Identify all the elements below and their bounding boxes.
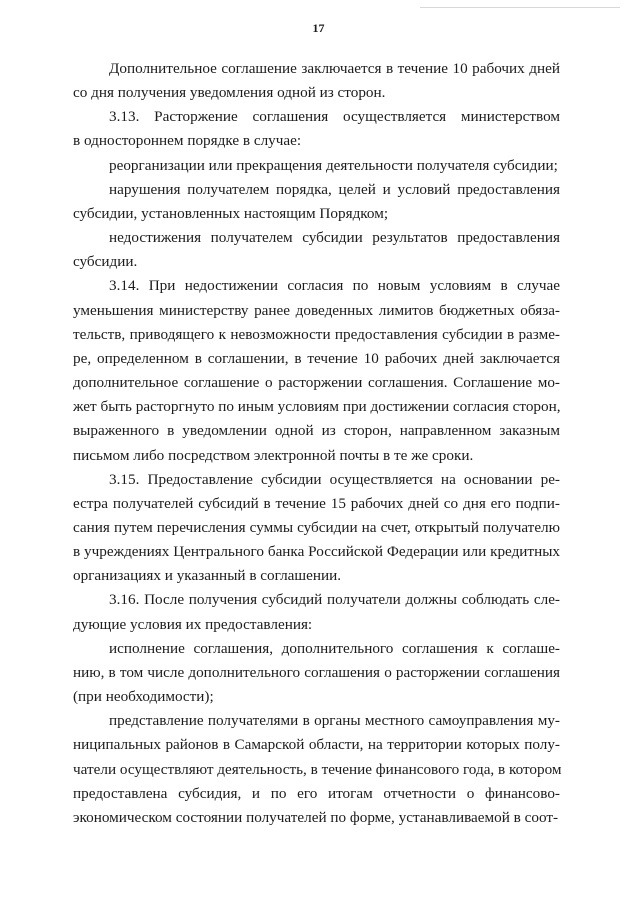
page-number: 17 bbox=[312, 21, 325, 35]
paragraph bbox=[73, 178, 560, 226]
text-line: 3.15. Предоставление субсидии осуществляется на основании ре- bbox=[109, 470, 560, 488]
scan-artifact-line bbox=[420, 7, 620, 8]
paragraph bbox=[73, 468, 560, 589]
paragraph bbox=[73, 154, 560, 178]
text-line: организациях и указанный в соглашении. bbox=[73, 567, 342, 585]
text-line: дующие условия их предоставления: bbox=[73, 615, 313, 633]
text-line: (при необходимости); bbox=[73, 688, 214, 706]
text-line: дополнительное соглашение о расторжении соглашения. Соглашение мо- bbox=[73, 374, 560, 392]
paragraph bbox=[73, 226, 560, 274]
text-line: естра получателей субсидий в течение 15 рабочих дней со дня его подпи- bbox=[73, 494, 560, 512]
text-line: жет быть расторгнуто по иным условиям при достижении согласия сторон, bbox=[73, 398, 561, 416]
text-line: предоставлена субсидия, и по его итогам отчетности о финансово- bbox=[73, 784, 560, 802]
paragraph bbox=[73, 637, 560, 709]
text-line: уменьшения министерству ранее доведенных лимитов бюджетных обяза- bbox=[73, 301, 560, 319]
text-line: нарушения получателем порядка, целей и условий предоставления bbox=[109, 180, 560, 198]
text-line: в одностороннем порядке в случае: bbox=[73, 132, 302, 150]
text-line: Дополнительное соглашение заключается в течение 10 рабочих дней bbox=[109, 60, 560, 77]
text-line: в учреждениях Центрального банка Российской Федерации или кредитных bbox=[73, 543, 560, 561]
text-line: сания путем перечисления суммы субсидии на счет, открытый получателю bbox=[73, 518, 560, 536]
text-line: 3.16. После получения субсидий получатели должны соблюдать сле- bbox=[109, 591, 560, 609]
text-line: 3.14. При недостижении согласия по новым условиям в случае bbox=[109, 277, 560, 295]
paragraph bbox=[73, 105, 560, 153]
text-line: выраженного в уведомлении одной из сторон, направленном заказным bbox=[73, 422, 560, 440]
paragraph bbox=[73, 57, 560, 105]
text-line: экономическом состоянии получателей по форме, устанавливаемой в соот- bbox=[73, 808, 559, 826]
text-line: 3.13. Расторжение соглашения осуществляется министерством bbox=[109, 108, 560, 126]
text-line: исполнение соглашения, дополнительного соглашения к соглаше- bbox=[109, 639, 560, 657]
text-line: ниципальных районов в Самарской области, на территории которых полу- bbox=[73, 736, 560, 754]
text-line: ре, определенном в соглашении, в течение 10 рабочих дней заключается bbox=[73, 349, 560, 367]
text-line: представление получателями в органы местного самоуправления му- bbox=[109, 712, 560, 730]
text-line: письмом либо посредством электронной почты в те же сроки. bbox=[73, 446, 474, 464]
text-line: чатели осуществляют деятельность, в течение финансового года, в котором bbox=[73, 760, 562, 778]
paragraph bbox=[73, 588, 560, 636]
text-line: реорганизации или прекращения деятельности получателя субсидии; bbox=[109, 156, 558, 174]
paragraph bbox=[73, 274, 560, 467]
text-line: субсидии. bbox=[73, 253, 138, 271]
text-line: нию, в том числе дополнительного соглашения о расторжении соглашения bbox=[73, 663, 560, 681]
text-line: со дня получения уведомления одной из сторон. bbox=[73, 84, 386, 102]
document-body bbox=[73, 57, 560, 830]
text-line: тельств, приводящего к невозможности предоставления субсидии в разме- bbox=[73, 325, 560, 343]
text-line: субсидии, установленных настоящим Порядком; bbox=[73, 204, 389, 222]
text-line: недостижения получателем субсидии результатов предоставления bbox=[109, 229, 560, 247]
paragraph bbox=[73, 709, 560, 830]
